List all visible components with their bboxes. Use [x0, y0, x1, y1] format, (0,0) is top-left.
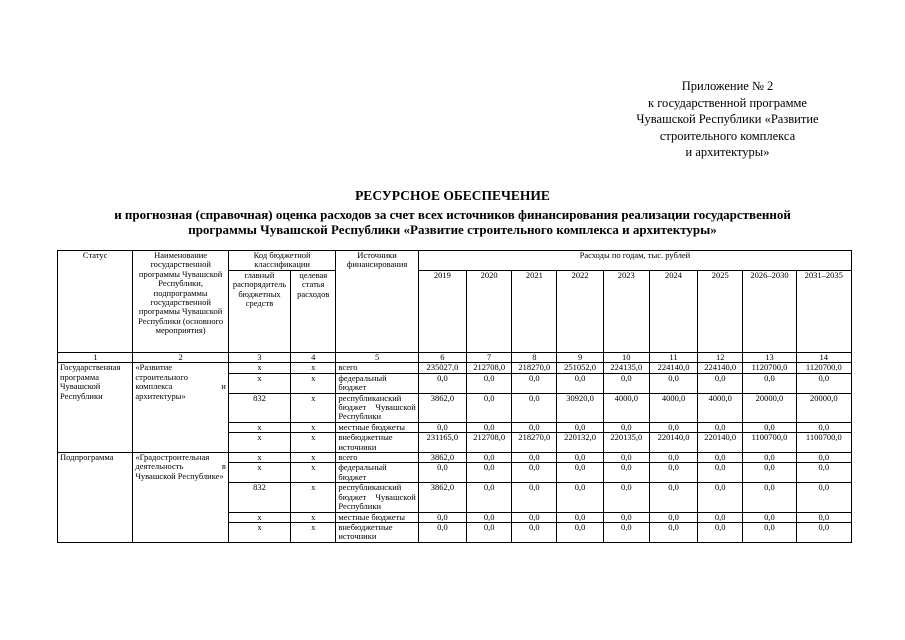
row-source: республиканский бюджет Чувашской Республики	[336, 483, 418, 512]
table-row	[58, 453, 852, 463]
resource-table	[57, 250, 852, 543]
row-value: 0,0	[418, 522, 466, 542]
row-target-item: х	[291, 363, 336, 373]
row-value: 0,0	[512, 483, 557, 512]
column-number: 2	[133, 353, 228, 363]
row-value: 0,0	[467, 483, 512, 512]
appendix-line: к государственной программе	[648, 95, 807, 110]
row-value: 220132,0	[557, 433, 603, 453]
row-target-item: х	[291, 522, 336, 542]
row-value: 0,0	[698, 463, 743, 483]
row-value: 3862,0	[418, 453, 466, 463]
row-value: 212708,0	[467, 433, 512, 453]
column-number: 9	[557, 353, 603, 363]
row-value: 218270,0	[512, 433, 557, 453]
row-value: 0,0	[698, 512, 743, 522]
row-value: 0,0	[649, 483, 697, 512]
row-target-item: х	[291, 512, 336, 522]
column-number: 10	[603, 353, 649, 363]
header-row	[58, 251, 852, 271]
row-source: всего	[336, 453, 418, 463]
row-main-manager: х	[228, 463, 290, 483]
row-value: 0,0	[557, 522, 603, 542]
row-value: 220140,0	[698, 433, 743, 453]
row-value: 220135,0	[603, 433, 649, 453]
header-status: Статус	[58, 251, 133, 353]
row-value: 0,0	[796, 463, 851, 483]
row-value: 220140,0	[649, 433, 697, 453]
row-value: 0,0	[698, 483, 743, 512]
header-name: Наименование государственной программы Чувашской Республики, подпрограммы государственной программы Чувашской Республики (основного мероприятия)	[133, 251, 228, 353]
row-value: 0,0	[743, 453, 796, 463]
row-value: 0,0	[467, 463, 512, 483]
header-year: 2026–2030	[743, 271, 796, 353]
row-value: 0,0	[796, 453, 851, 463]
title-subtitle-line: и прогнозная (справочная) оценка расходов за счет всех источников финансирования реализации государственной	[114, 206, 791, 222]
row-value: 0,0	[649, 463, 697, 483]
row-value: 0,0	[743, 483, 796, 512]
row-value: 0,0	[512, 512, 557, 522]
row-value: 224135,0	[603, 363, 649, 373]
row-value: 0,0	[512, 453, 557, 463]
row-value: 0,0	[649, 373, 697, 393]
row-value: 0,0	[603, 422, 649, 432]
row-value: 0,0	[467, 522, 512, 542]
row-target-item: х	[291, 393, 336, 422]
row-value: 0,0	[603, 522, 649, 542]
row-value: 0,0	[743, 463, 796, 483]
row-value: 0,0	[796, 512, 851, 522]
header-target-item: целевая статья расходов	[291, 271, 336, 353]
row-value: 4000,0	[649, 393, 697, 422]
row-value: 0,0	[743, 422, 796, 432]
column-number: 6	[418, 353, 466, 363]
row-source: федеральный бюджет	[336, 373, 418, 393]
column-number: 1	[58, 353, 133, 363]
row-value: 212708,0	[467, 363, 512, 373]
row-value: 0,0	[796, 483, 851, 512]
appendix-note	[600, 78, 855, 161]
row-value: 0,0	[512, 422, 557, 432]
row-value: 0,0	[649, 512, 697, 522]
row-value: 1120700,0	[796, 363, 851, 373]
row-value: 0,0	[698, 522, 743, 542]
row-source: местные бюджеты	[336, 512, 418, 522]
row-main-manager: х	[228, 453, 290, 463]
row-value: 0,0	[557, 463, 603, 483]
row-value: 224140,0	[649, 363, 697, 373]
row-target-item: х	[291, 433, 336, 453]
row-value: 235027,0	[418, 363, 466, 373]
row-value: 4000,0	[698, 393, 743, 422]
row-main-manager: х	[228, 512, 290, 522]
row-source: всего	[336, 363, 418, 373]
row-value: 0,0	[418, 373, 466, 393]
row-value: 224140,0	[698, 363, 743, 373]
row-value: 0,0	[557, 483, 603, 512]
row-value: 0,0	[557, 373, 603, 393]
document-title	[60, 188, 845, 238]
table-row	[58, 363, 852, 373]
row-value: 0,0	[649, 422, 697, 432]
header-year: 2019	[418, 271, 466, 353]
row-target-item: х	[291, 422, 336, 432]
row-value: 0,0	[418, 463, 466, 483]
row-value: 0,0	[698, 453, 743, 463]
row-main-manager: х	[228, 373, 290, 393]
row-value: 0,0	[467, 512, 512, 522]
header-year: 2024	[649, 271, 697, 353]
row-value: 231165,0	[418, 433, 466, 453]
header-year: 2031–2035	[796, 271, 851, 353]
row-value: 0,0	[603, 373, 649, 393]
header-year: 2021	[512, 271, 557, 353]
row-main-manager: х	[228, 522, 290, 542]
row-value: 1100700,0	[743, 433, 796, 453]
row-source: местные бюджеты	[336, 422, 418, 432]
row-main-manager: 832	[228, 483, 290, 512]
row-value: 0,0	[512, 522, 557, 542]
row-main-manager: х	[228, 433, 290, 453]
column-number: 5	[336, 353, 418, 363]
row-value: 3862,0	[418, 483, 466, 512]
row-value: 0,0	[467, 373, 512, 393]
row-value: 0,0	[743, 512, 796, 522]
row-value: 30920,0	[557, 393, 603, 422]
row-main-manager: х	[228, 363, 290, 373]
row-value: 251052,0	[557, 363, 603, 373]
row-value: 1100700,0	[796, 433, 851, 453]
row-value: 0,0	[603, 483, 649, 512]
row-value: 0,0	[698, 422, 743, 432]
row-program-name: «Развитие строительного комплекса и архитектуры»	[133, 363, 228, 453]
column-number: 8	[512, 353, 557, 363]
header-year: 2025	[698, 271, 743, 353]
row-value: 20000,0	[796, 393, 851, 422]
row-value: 0,0	[557, 512, 603, 522]
row-value: 0,0	[418, 422, 466, 432]
row-main-manager: 832	[228, 393, 290, 422]
column-number: 14	[796, 353, 851, 363]
header-budget-code: Код бюджетной классификации	[228, 251, 336, 271]
row-target-item: х	[291, 373, 336, 393]
column-number: 3	[228, 353, 290, 363]
row-value: 0,0	[557, 422, 603, 432]
row-value: 0,0	[649, 453, 697, 463]
row-value: 0,0	[512, 393, 557, 422]
column-number: 13	[743, 353, 796, 363]
row-status: Подпрограмма	[58, 453, 133, 543]
row-value: 0,0	[603, 463, 649, 483]
appendix-line: и архитектуры»	[685, 145, 770, 159]
row-status: Государственная программа Чувашской Республики	[58, 363, 133, 453]
row-program-name: «Градостроительная деятельность в Чувашской Республике»	[133, 453, 228, 543]
row-value: 0,0	[743, 522, 796, 542]
header-year: 2023	[603, 271, 649, 353]
header-expenses: Расходы по годам, тыс. рублей	[418, 251, 851, 271]
row-value: 0,0	[603, 512, 649, 522]
column-number: 7	[467, 353, 512, 363]
row-value: 0,0	[603, 453, 649, 463]
column-number: 11	[649, 353, 697, 363]
row-value: 4000,0	[603, 393, 649, 422]
row-value: 218270,0	[512, 363, 557, 373]
row-source: внебюджетные источники	[336, 522, 418, 542]
column-number: 12	[698, 353, 743, 363]
row-source: республиканский бюджет Чувашской Республики	[336, 393, 418, 422]
row-target-item: х	[291, 483, 336, 512]
header-year: 2022	[557, 271, 603, 353]
header-sources: Источники финансирования	[336, 251, 418, 353]
title-main: РЕСУРСНОЕ ОБЕСПЕЧЕНИЕ	[355, 188, 550, 203]
row-value: 0,0	[467, 422, 512, 432]
column-number: 4	[291, 353, 336, 363]
row-value: 0,0	[743, 373, 796, 393]
row-value: 0,0	[467, 393, 512, 422]
appendix-line: Чувашской Республики «Развитие	[636, 112, 819, 126]
row-value: 0,0	[418, 512, 466, 522]
row-value: 0,0	[649, 522, 697, 542]
row-source: федеральный бюджет	[336, 463, 418, 483]
title-subtitle-line: программы Чувашской Республики «Развитие строительного комплекса и архитектуры»	[188, 222, 717, 237]
row-value: 0,0	[512, 463, 557, 483]
row-main-manager: х	[228, 422, 290, 432]
row-value: 3862,0	[418, 393, 466, 422]
row-value: 0,0	[796, 522, 851, 542]
row-value: 0,0	[557, 453, 603, 463]
row-value: 0,0	[796, 422, 851, 432]
appendix-line: строительного комплекса	[659, 128, 796, 143]
row-source: внебюджетные источники	[336, 433, 418, 453]
row-value: 0,0	[467, 453, 512, 463]
row-value: 20000,0	[743, 393, 796, 422]
row-value: 0,0	[796, 373, 851, 393]
row-target-item: х	[291, 463, 336, 483]
header-year: 2020	[467, 271, 512, 353]
row-value: 0,0	[698, 373, 743, 393]
row-value: 0,0	[512, 373, 557, 393]
header-main-manager: главный распорядитель бюджетных средств	[228, 271, 290, 353]
column-number-row	[58, 353, 852, 363]
row-target-item: х	[291, 453, 336, 463]
appendix-line: Приложение № 2	[681, 79, 774, 93]
row-value: 1120700,0	[743, 363, 796, 373]
